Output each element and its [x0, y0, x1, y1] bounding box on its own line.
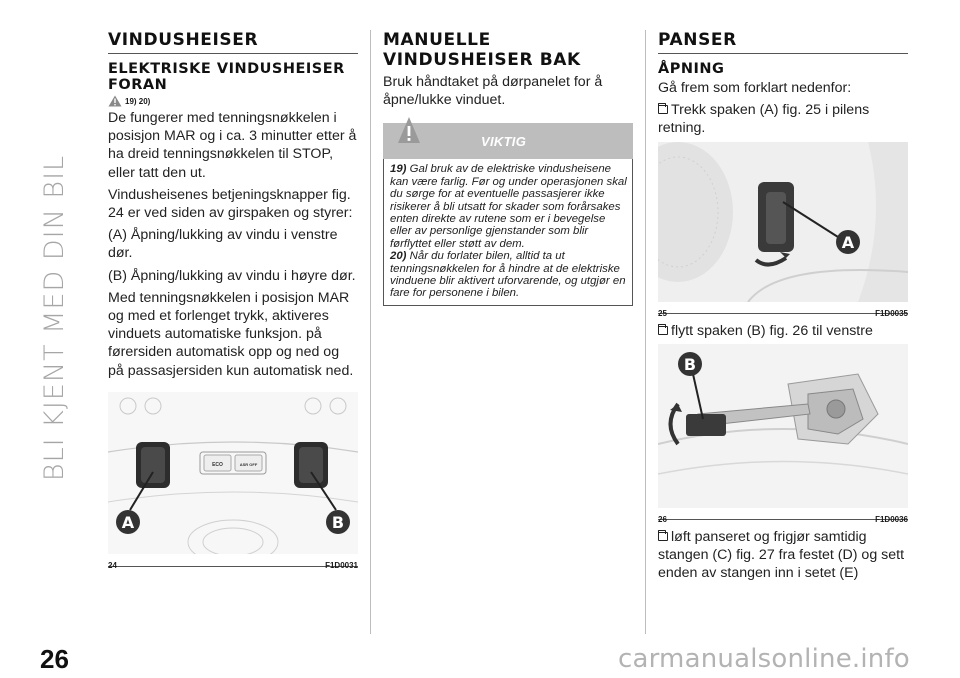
warning-item-text: Når du forlater bilen, alltid ta ut tenningsnøkkelen for å hindre at de elektriske vinduene blir aktivert uforvarende, og utgjør en fare for personene i bilen.	[390, 250, 626, 300]
column-divider	[370, 30, 371, 634]
section-heading: PANSER	[658, 30, 737, 50]
step-text: løft panseret og frigjør samtidig stangen (C) fig. 27 fra festet (D) og sett enden av stangen inn i setet (E)	[658, 528, 905, 582]
column-bonnet	[658, 30, 908, 586]
warning-content	[383, 159, 633, 305]
bullet-icon	[658, 532, 668, 541]
callout-a: A	[841, 232, 855, 252]
figure-number: 25	[658, 308, 667, 318]
paragraph: De fungerer med tenningsnøkkelen i posisjon MAR og i ca. 3 minutter etter å ha dreid tenningsnøkkelen til STOP, eller tatt den ut.	[108, 110, 357, 181]
warning-triangle-icon	[397, 115, 421, 145]
figure-caption	[658, 307, 908, 318]
section-heading: VINDUSHEISER	[108, 30, 259, 50]
bonnet-lever-b-illustration	[658, 344, 908, 508]
bullet-step	[658, 322, 908, 340]
window-switches-illustration	[108, 392, 358, 554]
step-text: flytt spaken (B) fig. 26 til venstre	[671, 322, 873, 339]
warning-header	[383, 123, 633, 159]
warning-title: VIKTIG	[481, 134, 527, 150]
figure-caption	[658, 513, 908, 524]
column-divider	[645, 30, 646, 634]
figure-number: 24	[108, 560, 117, 570]
watermark: carmanualsonline.info	[618, 644, 910, 674]
paragraph: (B) Åpning/lukking av vindu i høyre dør.	[108, 267, 356, 284]
callout-a: A	[121, 512, 135, 532]
heading-rule	[658, 53, 908, 54]
section-heading: MANUELLE VINDUSHEISER BAK	[383, 30, 581, 70]
paragraph: Gå frem som forklart nedenfor:	[658, 80, 852, 96]
page-number: 26	[40, 644, 69, 674]
warning-item	[390, 163, 628, 250]
column-window-lifts-front	[108, 30, 358, 570]
warning-item-number: 20)	[390, 250, 407, 263]
refs-text: 19) 20)	[125, 96, 151, 106]
paragraph: (A) Åpning/lukking av vindu i venstre dør.	[108, 227, 338, 262]
subsection-heading: ÅPNING	[658, 61, 725, 77]
subsection-heading: ELEKTRISKE VINDUSHEISER FORAN	[108, 61, 345, 93]
step-text: Trekk spaken (A) fig. 25 i pilens retning.	[658, 102, 870, 137]
warning-item-text: Gal bruk av de elektriske vindusheisene kan være farlig. Før og under operasjonen skal du sørge for at eventuelle passasjerer ikke risikerer å bli utsatt for skader som forårsakes enten direkte av rutene som er i bevegelse eller av personlige gjenstander som blir førflyttet eller støtt av dem.	[390, 163, 627, 250]
bullet-step	[658, 528, 908, 583]
callout-b: B	[331, 512, 345, 532]
heading-rule	[108, 53, 358, 54]
asr-off-button-label: ASR OFF	[239, 461, 258, 467]
paragraph: Med tenningsnøkkelen i posisjon MAR og med et forlenget trykk, aktiveres vinduets automatiske funksjon. på førersiden automatisk opp og ned og på passasjersiden kun automatisk ned.	[108, 289, 354, 379]
figure-25	[658, 142, 908, 318]
warning-triangle-icon	[108, 95, 122, 107]
figure-code: F1D0031	[325, 560, 358, 570]
side-chapter-title: BLI KJENT MED DIN BIL	[39, 154, 70, 482]
callout-b: B	[683, 354, 697, 374]
bullet-icon	[658, 326, 668, 335]
warning-item-number: 19)	[390, 163, 407, 176]
warning-references	[108, 95, 358, 107]
column-window-lifts-rear	[383, 30, 633, 306]
figure-24	[108, 392, 358, 570]
warning-box	[383, 123, 633, 305]
bullet-icon	[658, 105, 668, 114]
warning-item	[390, 250, 628, 300]
figure-caption	[108, 559, 358, 570]
figure-code: F1D0035	[875, 308, 908, 318]
figure-code: F1D0036	[875, 514, 908, 524]
figure-number: 26	[658, 514, 667, 524]
paragraph: Bruk håndtaket på dørpanelet for å åpne/lukke vinduet.	[383, 74, 603, 109]
bonnet-lever-a-illustration	[658, 142, 908, 302]
bullet-step	[658, 101, 908, 137]
figure-26	[658, 344, 908, 524]
paragraph: Vindusheisenes betjeningsknapper fig. 24 er ved siden av girspaken og styrer:	[108, 186, 353, 222]
eco-button-label: ECO	[212, 461, 223, 468]
